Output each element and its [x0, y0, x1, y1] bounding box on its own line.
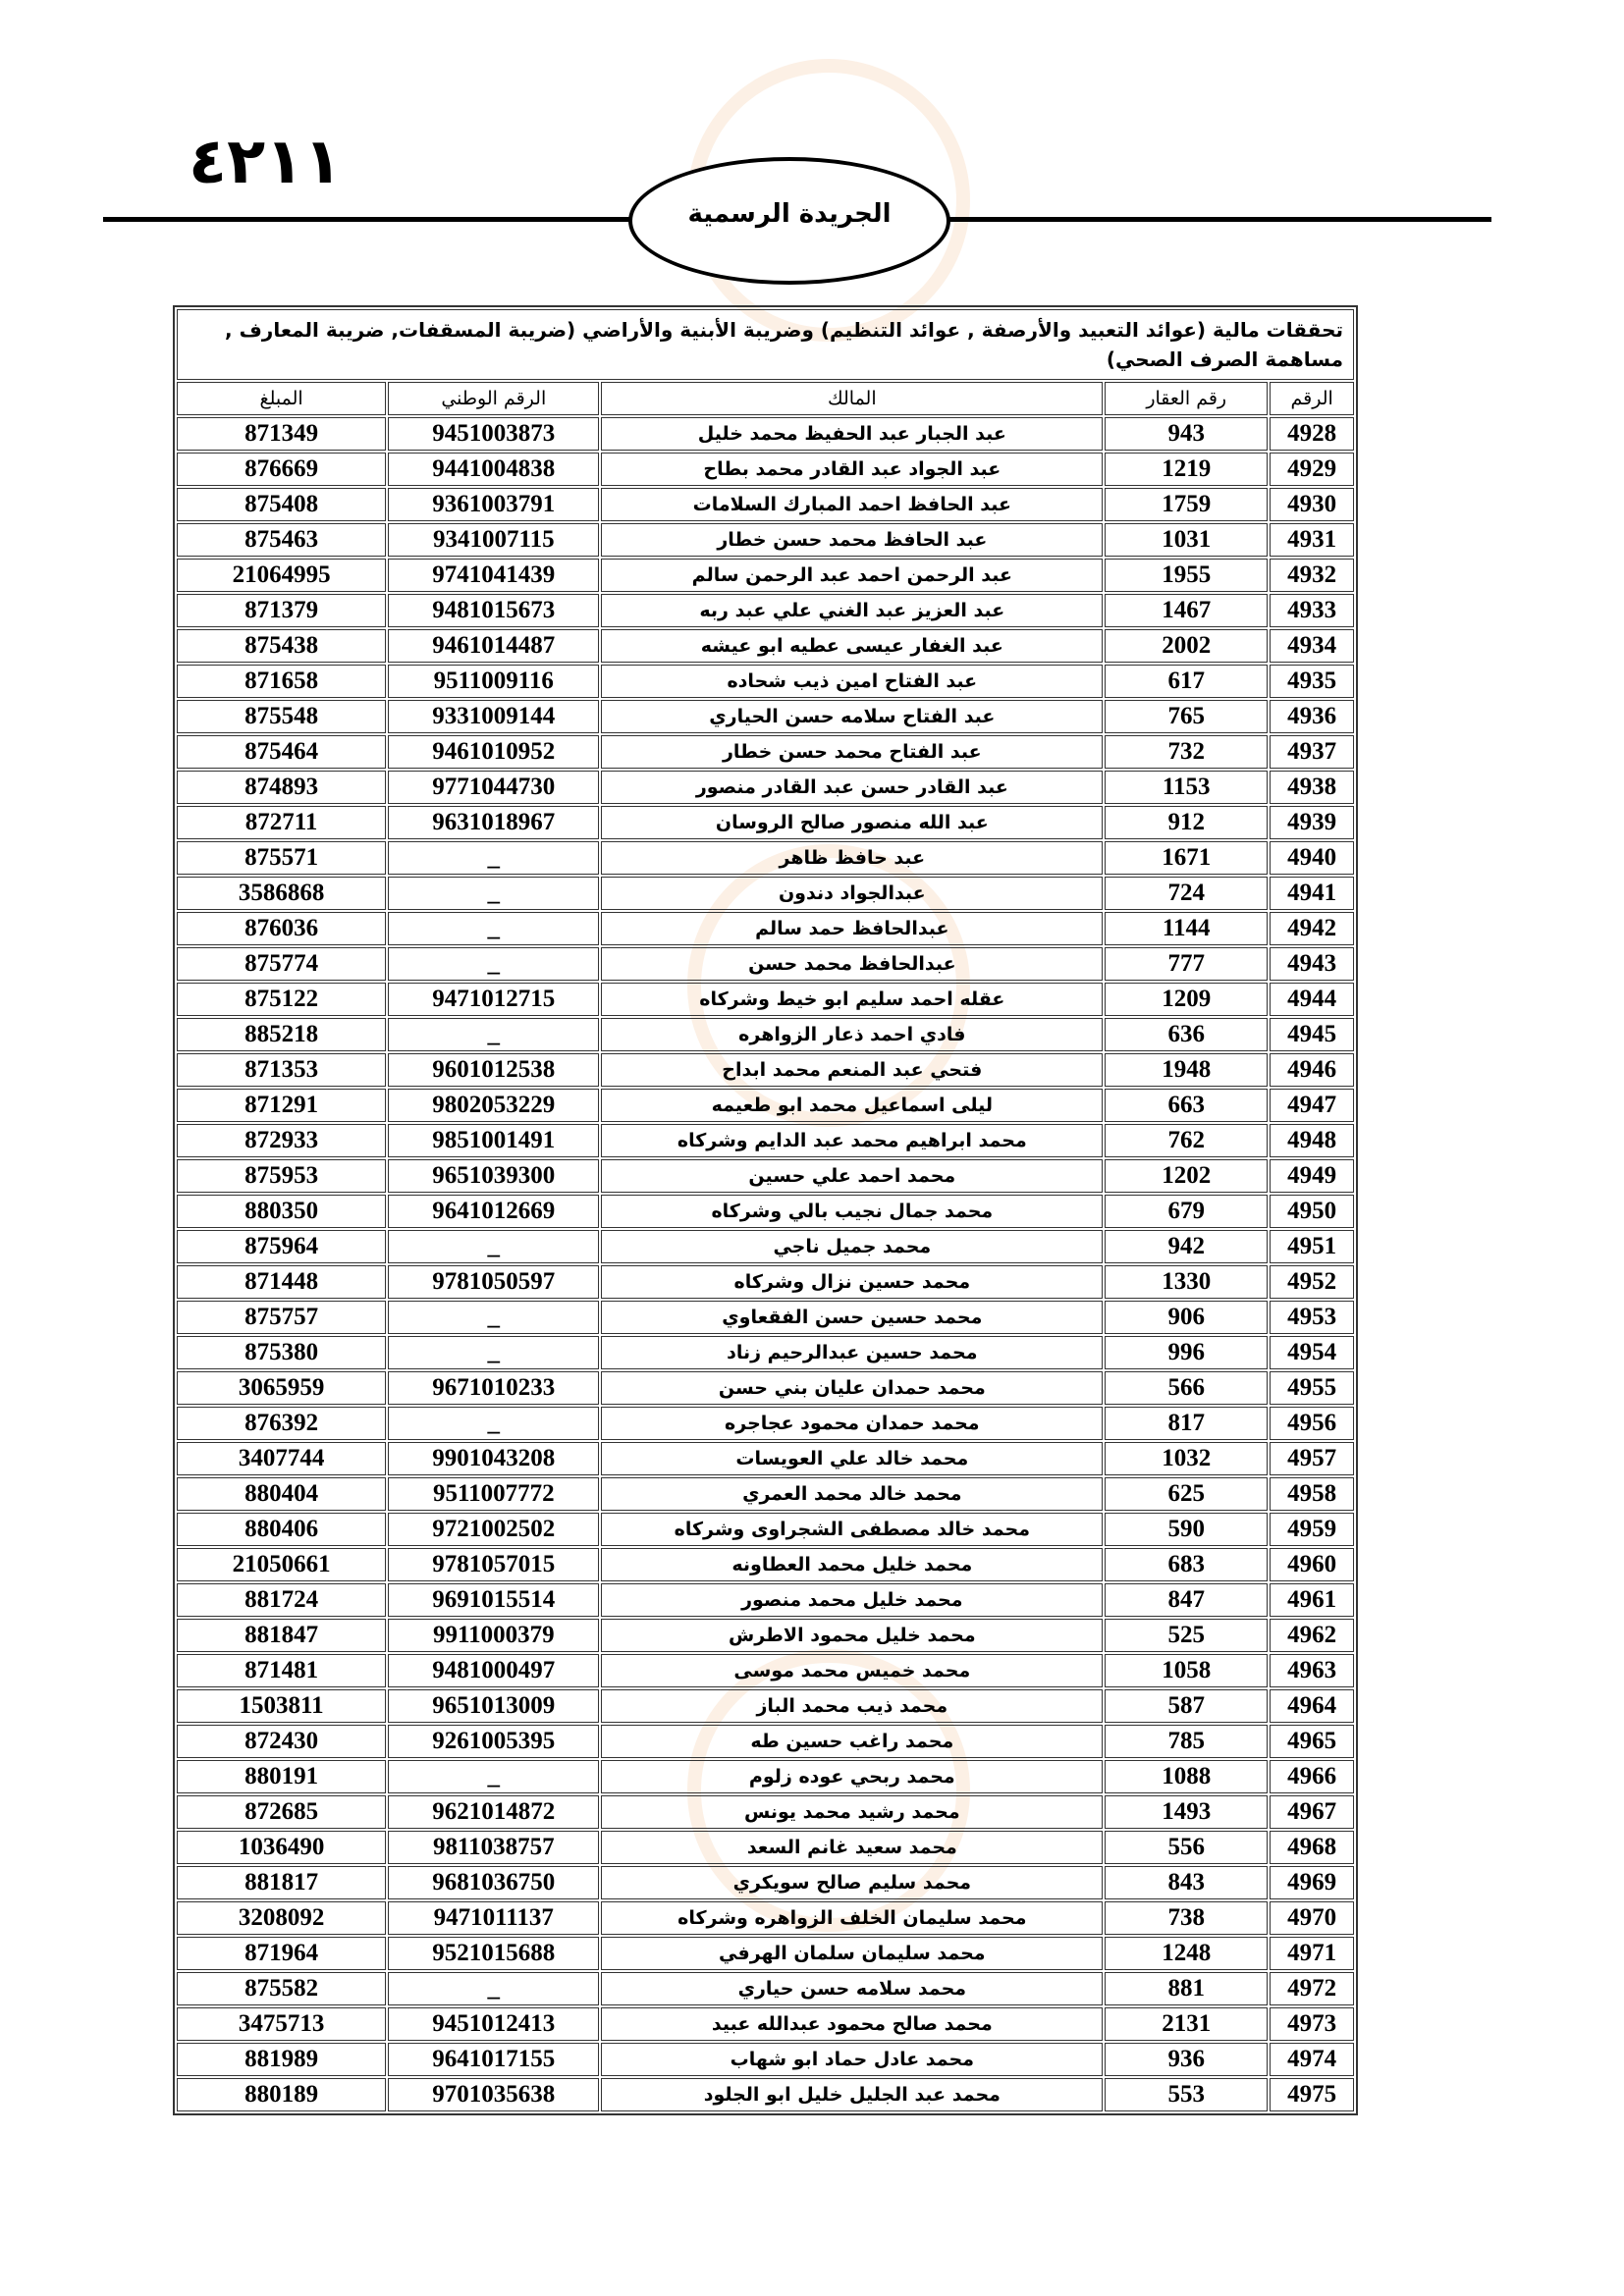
property-number: 996 [1105, 1336, 1268, 1369]
amount: 871379 [177, 594, 386, 627]
owner-name: محمد خالد علي العويسات [601, 1442, 1103, 1475]
amount: 881724 [177, 1583, 386, 1617]
amount: 871448 [177, 1265, 386, 1299]
national-id: _ [388, 1230, 599, 1263]
col-header-number: الرقم [1270, 382, 1354, 415]
row-number: 4960 [1270, 1548, 1354, 1581]
table-row [177, 1018, 1354, 1051]
property-number: 1948 [1105, 1053, 1268, 1087]
table-row [177, 1654, 1354, 1687]
table-row [177, 1760, 1354, 1793]
row-number: 4952 [1270, 1265, 1354, 1299]
row-number: 4928 [1270, 417, 1354, 451]
national-id: 9461010952 [388, 735, 599, 769]
national-id: 9631018967 [388, 806, 599, 839]
property-number: 1032 [1105, 1442, 1268, 1475]
table-row [177, 1195, 1354, 1228]
table-row [177, 1725, 1354, 1758]
table-row [177, 1265, 1354, 1299]
row-number: 4932 [1270, 559, 1354, 592]
financial-dues-table [173, 305, 1358, 2115]
amount: 3475713 [177, 2007, 386, 2041]
row-number: 4941 [1270, 877, 1354, 910]
amount: 871658 [177, 665, 386, 698]
table-row [177, 1442, 1354, 1475]
owner-name: محمد حمدان محمود عجاجره [601, 1407, 1103, 1440]
property-number: 625 [1105, 1477, 1268, 1511]
col-header-owner: المالك [601, 382, 1103, 415]
national-id: 9261005395 [388, 1725, 599, 1758]
property-number: 943 [1105, 417, 1268, 451]
row-number: 4929 [1270, 453, 1354, 486]
row-number: 4947 [1270, 1089, 1354, 1122]
owner-name: عبد الفتاح امين ذيب شحاده [601, 665, 1103, 698]
amount: 880189 [177, 2078, 386, 2111]
national-id: 9451003873 [388, 417, 599, 451]
national-id: 9771044730 [388, 771, 599, 804]
national-id: 9781050597 [388, 1265, 599, 1299]
amount: 875464 [177, 735, 386, 769]
national-id: 9851001491 [388, 1124, 599, 1157]
table-row [177, 2078, 1354, 2111]
amount: 875571 [177, 841, 386, 875]
row-number: 4970 [1270, 1901, 1354, 1935]
row-number: 4964 [1270, 1689, 1354, 1723]
table-row [177, 1831, 1354, 1864]
property-number: 912 [1105, 806, 1268, 839]
table-row [177, 1689, 1354, 1723]
property-number: 1058 [1105, 1654, 1268, 1687]
table-row [177, 1583, 1354, 1617]
owner-name: محمد خالد محمد العمري [601, 1477, 1103, 1511]
national-id: 9601012538 [388, 1053, 599, 1087]
row-number: 4961 [1270, 1583, 1354, 1617]
table-row [177, 912, 1354, 945]
row-number: 4955 [1270, 1371, 1354, 1405]
property-number: 1467 [1105, 594, 1268, 627]
owner-name: محمد احمد علي حسين [601, 1159, 1103, 1193]
table-row [177, 488, 1354, 521]
table-row [177, 841, 1354, 875]
owner-name: محمد راغب حسين طه [601, 1725, 1103, 1758]
national-id: _ [388, 912, 599, 945]
amount: 1503811 [177, 1689, 386, 1723]
owner-name: محمد سليم صالح سويكري [601, 1866, 1103, 1899]
owner-name: محمد حمدان عليان بني حسن [601, 1371, 1103, 1405]
row-number: 4975 [1270, 2078, 1354, 2111]
table-row [177, 1513, 1354, 1546]
row-number: 4937 [1270, 735, 1354, 769]
owner-name: محمد ذيب محمد الباز [601, 1689, 1103, 1723]
owner-name: محمد سليمان الخلف الزواهره وشركاه [601, 1901, 1103, 1935]
amount: 875582 [177, 1972, 386, 2005]
owner-name: محمد حسين عبدالرحيم زناد [601, 1336, 1103, 1369]
table-row [177, 1619, 1354, 1652]
row-number: 4930 [1270, 488, 1354, 521]
national-id: 9521015688 [388, 1937, 599, 1970]
row-number: 4942 [1270, 912, 1354, 945]
table-row [177, 1866, 1354, 1899]
amount: 881817 [177, 1866, 386, 1899]
row-number: 4946 [1270, 1053, 1354, 1087]
table-row [177, 1371, 1354, 1405]
table-row [177, 1053, 1354, 1087]
row-number: 4949 [1270, 1159, 1354, 1193]
table-row [177, 700, 1354, 733]
property-number: 817 [1105, 1407, 1268, 1440]
owner-name: ليلى اسماعيل محمد ابو طعيمه [601, 1089, 1103, 1122]
table-row [177, 417, 1354, 451]
national-id: 9331009144 [388, 700, 599, 733]
row-number: 4958 [1270, 1477, 1354, 1511]
table-row [177, 1407, 1354, 1440]
national-id: 9481000497 [388, 1654, 599, 1687]
col-header-national-id: الرقم الوطني [388, 382, 599, 415]
owner-name: عبد الفتاح سلامه حسن الحياري [601, 700, 1103, 733]
national-id: 9741041439 [388, 559, 599, 592]
property-number: 636 [1105, 1018, 1268, 1051]
national-id: 9511007772 [388, 1477, 599, 1511]
amount: 875408 [177, 488, 386, 521]
amount: 875953 [177, 1159, 386, 1193]
amount: 871291 [177, 1089, 386, 1122]
national-id: 9681036750 [388, 1866, 599, 1899]
row-number: 4966 [1270, 1760, 1354, 1793]
amount: 880406 [177, 1513, 386, 1546]
table-row [177, 594, 1354, 627]
table-row [177, 2043, 1354, 2076]
amount: 872430 [177, 1725, 386, 1758]
row-number: 4962 [1270, 1619, 1354, 1652]
table-row [177, 771, 1354, 804]
row-number: 4933 [1270, 594, 1354, 627]
property-number: 1671 [1105, 841, 1268, 875]
row-number: 4945 [1270, 1018, 1354, 1051]
amount: 875463 [177, 523, 386, 557]
table-row [177, 2007, 1354, 2041]
amount: 880350 [177, 1195, 386, 1228]
owner-name: محمد عبد الجليل خليل ابو الجلود [601, 2078, 1103, 2111]
row-number: 4967 [1270, 1795, 1354, 1829]
national-id: _ [388, 1336, 599, 1369]
row-number: 4968 [1270, 1831, 1354, 1864]
national-id: 9651013009 [388, 1689, 599, 1723]
property-number: 556 [1105, 1831, 1268, 1864]
table-row [177, 1972, 1354, 2005]
amount: 871349 [177, 417, 386, 451]
table-row [177, 1089, 1354, 1122]
amount: 875757 [177, 1301, 386, 1334]
amount: 875122 [177, 983, 386, 1016]
amount: 21064995 [177, 559, 386, 592]
property-number: 847 [1105, 1583, 1268, 1617]
national-id: 9901043208 [388, 1442, 599, 1475]
property-number: 942 [1105, 1230, 1268, 1263]
property-number: 2131 [1105, 2007, 1268, 2041]
national-id: 9651039300 [388, 1159, 599, 1193]
owner-name: عقله احمد سليم ابو خيط وشركاه [601, 983, 1103, 1016]
property-number: 587 [1105, 1689, 1268, 1723]
owner-name: فتحي عبد المنعم محمد ابداح [601, 1053, 1103, 1087]
table-row [177, 1301, 1354, 1334]
owner-name: محمد عادل حماد ابو شهاب [601, 2043, 1103, 2076]
table-row [177, 665, 1354, 698]
table-row [177, 877, 1354, 910]
national-id: _ [388, 1760, 599, 1793]
row-number: 4935 [1270, 665, 1354, 698]
row-number: 4936 [1270, 700, 1354, 733]
national-id: 9441004838 [388, 453, 599, 486]
owner-name: محمد جميل ناجي [601, 1230, 1103, 1263]
property-number: 1088 [1105, 1760, 1268, 1793]
amount: 874893 [177, 771, 386, 804]
row-number: 4931 [1270, 523, 1354, 557]
table-row [177, 1901, 1354, 1935]
owner-name: عبد الجبار عبد الحفيظ محمد خليل [601, 417, 1103, 451]
table-row [177, 523, 1354, 557]
amount: 876036 [177, 912, 386, 945]
amount: 875438 [177, 629, 386, 663]
property-number: 724 [1105, 877, 1268, 910]
row-number: 4957 [1270, 1442, 1354, 1475]
row-number: 4944 [1270, 983, 1354, 1016]
amount: 21050661 [177, 1548, 386, 1581]
property-number: 683 [1105, 1548, 1268, 1581]
row-number: 4938 [1270, 771, 1354, 804]
row-number: 4953 [1270, 1301, 1354, 1334]
amount: 871964 [177, 1937, 386, 1970]
owner-name: محمد ابراهيم محمد عبد الدايم وشركاه [601, 1124, 1103, 1157]
property-number: 525 [1105, 1619, 1268, 1652]
row-number: 4956 [1270, 1407, 1354, 1440]
publication-title: الجريدة الرسمية [687, 199, 892, 229]
owner-name: عبد الله منصور صالح الروسان [601, 806, 1103, 839]
row-number: 4934 [1270, 629, 1354, 663]
amount: 1036490 [177, 1831, 386, 1864]
owner-name: عبدالحافظ محمد حسن [601, 947, 1103, 981]
amount: 872685 [177, 1795, 386, 1829]
national-id: 9701035638 [388, 2078, 599, 2111]
table-title: تحققات مالية (عوائد التعبيد والأرصفة , عوائد التنظيم) وضريبة الأبنية والأراضي (ضريبة المسقفات, ضريبة المعارف , مساهمة الصرف الصحي) [177, 309, 1354, 380]
national-id: 9471011137 [388, 1901, 599, 1935]
property-number: 1202 [1105, 1159, 1268, 1193]
property-number: 777 [1105, 947, 1268, 981]
owner-name: محمد سلامه حسن حياري [601, 1972, 1103, 2005]
owner-name: محمد جمال نجيب بالي وشركاه [601, 1195, 1103, 1228]
table-row [177, 1548, 1354, 1581]
national-id: 9621014872 [388, 1795, 599, 1829]
amount: 871481 [177, 1654, 386, 1687]
table-row [177, 1124, 1354, 1157]
national-id: 9911000379 [388, 1619, 599, 1652]
national-id: _ [388, 1018, 599, 1051]
amount: 875548 [177, 700, 386, 733]
owner-name: محمد خميس محمد موسى [601, 1654, 1103, 1687]
row-number: 4943 [1270, 947, 1354, 981]
table-row [177, 559, 1354, 592]
property-number: 881 [1105, 1972, 1268, 2005]
row-number: 4974 [1270, 2043, 1354, 2076]
owner-name: محمد صالح محمود عبدالله عبيد [601, 2007, 1103, 2041]
row-number: 4963 [1270, 1654, 1354, 1687]
property-number: 1219 [1105, 453, 1268, 486]
national-id: 9671010233 [388, 1371, 599, 1405]
property-number: 843 [1105, 1866, 1268, 1899]
amount: 876669 [177, 453, 386, 486]
row-number: 4954 [1270, 1336, 1354, 1369]
table-row [177, 983, 1354, 1016]
amount: 871353 [177, 1053, 386, 1087]
national-id: 9511009116 [388, 665, 599, 698]
table-row [177, 629, 1354, 663]
national-id: 9691015514 [388, 1583, 599, 1617]
national-id: _ [388, 1407, 599, 1440]
national-id: 9802053229 [388, 1089, 599, 1122]
national-id: 9481015673 [388, 594, 599, 627]
owner-name: محمد سعيد غانم السعد [601, 1831, 1103, 1864]
property-number: 1493 [1105, 1795, 1268, 1829]
amount: 3586868 [177, 877, 386, 910]
amount: 880191 [177, 1760, 386, 1793]
national-id: 9451012413 [388, 2007, 599, 2041]
property-number: 617 [1105, 665, 1268, 698]
national-id: 9471012715 [388, 983, 599, 1016]
property-number: 1031 [1105, 523, 1268, 557]
property-number: 553 [1105, 2078, 1268, 2111]
owner-name: عبدالحافظ حمد سالم [601, 912, 1103, 945]
owner-name: عبد الجواد عبد القادر محمد بطاح [601, 453, 1103, 486]
property-number: 1955 [1105, 559, 1268, 592]
property-number: 566 [1105, 1371, 1268, 1405]
owner-name: محمد حسين نزال وشركاه [601, 1265, 1103, 1299]
page-number: ٤٢١١ [189, 126, 343, 198]
table-row [177, 1477, 1354, 1511]
national-id: _ [388, 1972, 599, 2005]
owner-name: عبد الغفار عيسى عطيه ابو عيشه [601, 629, 1103, 663]
amount: 872711 [177, 806, 386, 839]
row-number: 4973 [1270, 2007, 1354, 2041]
amount: 3407744 [177, 1442, 386, 1475]
row-number: 4950 [1270, 1195, 1354, 1228]
row-number: 4965 [1270, 1725, 1354, 1758]
property-number: 732 [1105, 735, 1268, 769]
owner-name: محمد خليل محمود الاطرش [601, 1619, 1103, 1652]
table-row [177, 453, 1354, 486]
row-number: 4948 [1270, 1124, 1354, 1157]
national-id: 9341007115 [388, 523, 599, 557]
amount: 881989 [177, 2043, 386, 2076]
amount: 875380 [177, 1336, 386, 1369]
property-number: 590 [1105, 1513, 1268, 1546]
national-id: _ [388, 947, 599, 981]
property-number: 936 [1105, 2043, 1268, 2076]
owner-name: عبد الرحمن احمد عبد الرحمن سالم [601, 559, 1103, 592]
table-row [177, 1159, 1354, 1193]
owner-name: محمد حسين حسن الفقعاوي [601, 1301, 1103, 1334]
row-number: 4940 [1270, 841, 1354, 875]
national-id: 9361003791 [388, 488, 599, 521]
row-number: 4939 [1270, 806, 1354, 839]
owner-name: محمد ربحي عوده زلوم [601, 1760, 1103, 1793]
national-id: 9781057015 [388, 1548, 599, 1581]
amount: 880404 [177, 1477, 386, 1511]
owner-name: عبد القادر حسن عبد القادر منصور [601, 771, 1103, 804]
national-id: _ [388, 841, 599, 875]
national-id: 9461014487 [388, 629, 599, 663]
property-number: 785 [1105, 1725, 1268, 1758]
row-number: 4959 [1270, 1513, 1354, 1546]
national-id: _ [388, 877, 599, 910]
owner-name: محمد خالد مصطفى الشجراوى وشركاه [601, 1513, 1103, 1546]
amount: 875774 [177, 947, 386, 981]
amount: 872933 [177, 1124, 386, 1157]
table-row [177, 1230, 1354, 1263]
row-number: 4969 [1270, 1866, 1354, 1899]
table-row [177, 1336, 1354, 1369]
owner-name: محمد خليل محمد العطاونه [601, 1548, 1103, 1581]
property-number: 679 [1105, 1195, 1268, 1228]
amount: 3065959 [177, 1371, 386, 1405]
publication-title-oval [628, 157, 950, 285]
table-row [177, 735, 1354, 769]
national-id: 9721002502 [388, 1513, 599, 1546]
property-number: 1330 [1105, 1265, 1268, 1299]
row-number: 4971 [1270, 1937, 1354, 1970]
owner-name: عبد العزيز عبد الغني علي عبد ربه [601, 594, 1103, 627]
owner-name: عبد حافظ ظاهر [601, 841, 1103, 875]
owner-name: عبدالجواد دندون [601, 877, 1103, 910]
property-number: 1153 [1105, 771, 1268, 804]
row-number: 4972 [1270, 1972, 1354, 2005]
property-number: 1144 [1105, 912, 1268, 945]
property-number: 765 [1105, 700, 1268, 733]
property-number: 663 [1105, 1089, 1268, 1122]
table-row [177, 806, 1354, 839]
amount: 881847 [177, 1619, 386, 1652]
owner-name: عبد الفتاح محمد حسن خطار [601, 735, 1103, 769]
table-row [177, 1795, 1354, 1829]
national-id: 9811038757 [388, 1831, 599, 1864]
property-number: 1759 [1105, 488, 1268, 521]
col-header-amount: المبلغ [177, 382, 386, 415]
owner-name: عبد الحافظ محمد حسن خطار [601, 523, 1103, 557]
amount: 3208092 [177, 1901, 386, 1935]
owner-name: عبد الحافظ احمد المبارك السلامات [601, 488, 1103, 521]
national-id: 9641012669 [388, 1195, 599, 1228]
table-row [177, 1937, 1354, 1970]
property-number: 762 [1105, 1124, 1268, 1157]
amount: 875964 [177, 1230, 386, 1263]
table-row [177, 947, 1354, 981]
amount: 876392 [177, 1407, 386, 1440]
amount: 885218 [177, 1018, 386, 1051]
owner-name: محمد سليمان سلمان الهرفي [601, 1937, 1103, 1970]
col-header-property: رقم العقار [1105, 382, 1268, 415]
property-number: 2002 [1105, 629, 1268, 663]
property-number: 1248 [1105, 1937, 1268, 1970]
national-id: _ [388, 1301, 599, 1334]
property-number: 738 [1105, 1901, 1268, 1935]
national-id: 9641017155 [388, 2043, 599, 2076]
property-number: 906 [1105, 1301, 1268, 1334]
property-number: 1209 [1105, 983, 1268, 1016]
owner-name: محمد خليل محمد منصور [601, 1583, 1103, 1617]
owner-name: محمد رشيد محمد يونس [601, 1795, 1103, 1829]
row-number: 4951 [1270, 1230, 1354, 1263]
owner-name: فادي احمد ذعار الزواهره [601, 1018, 1103, 1051]
